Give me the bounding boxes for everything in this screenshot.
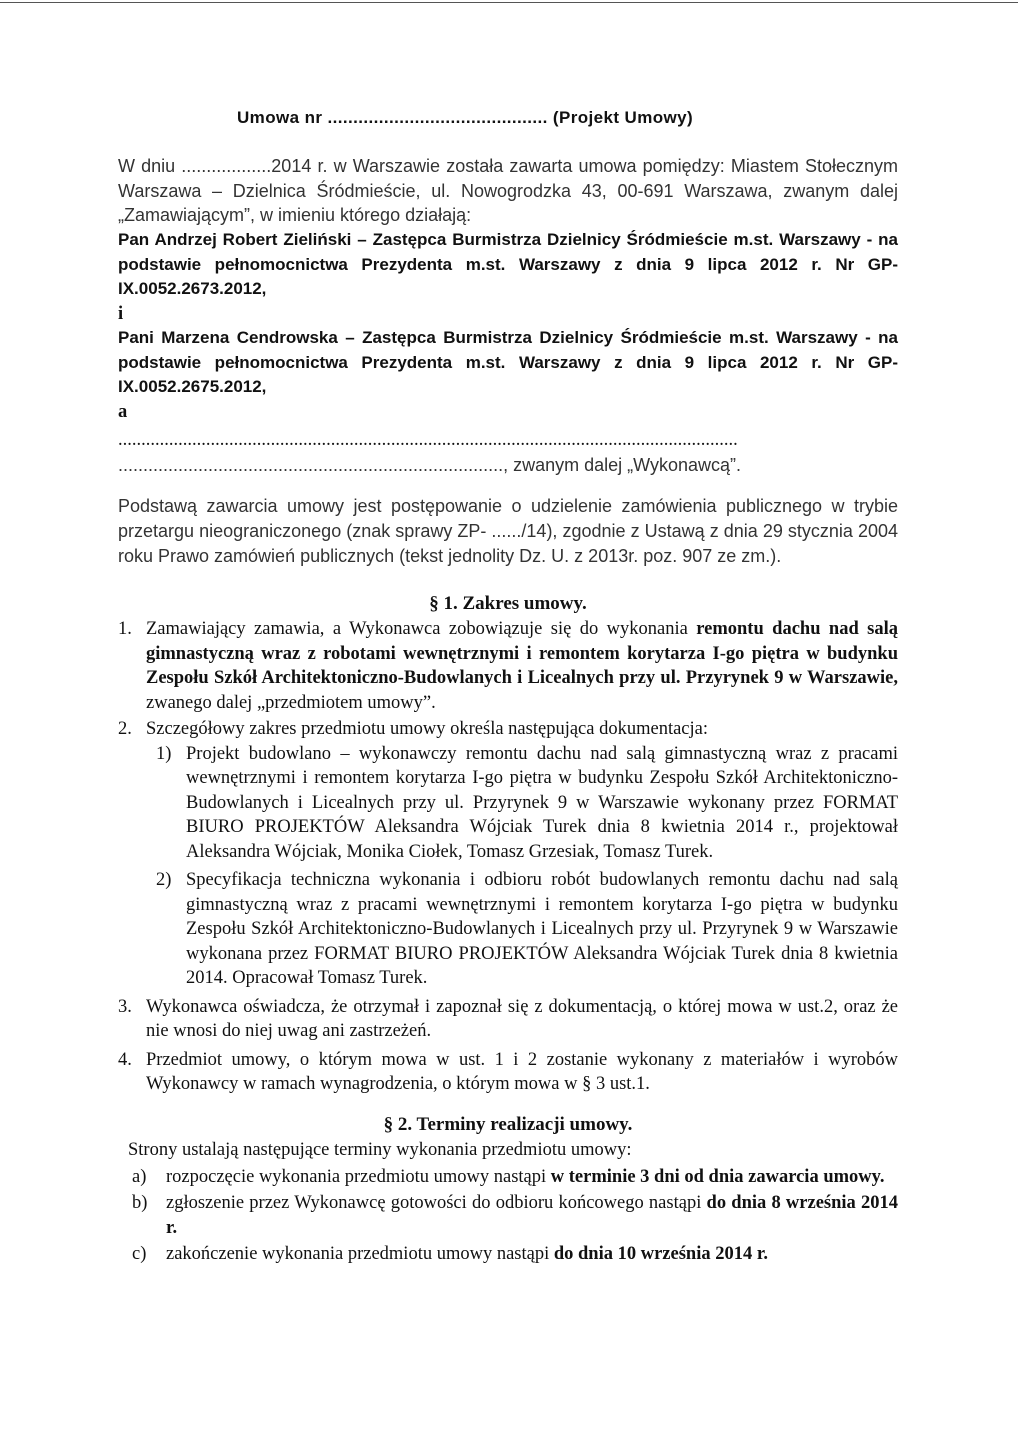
clause-4 [118, 1048, 898, 1097]
representative-2: Pani Marzena Cendrowska – Zastępca Burmistrza Dzielnicy Śródmieście m.st. Warszawy - na podstawie pełnomocnictwa Prezydenta m.st. Warszawy z dnia 9 lipca 2012 r. Nr GP-IX.0052.2675.2012, [118, 328, 898, 396]
subclause-2-number: 2) [156, 870, 172, 890]
subclause-2 [118, 868, 898, 991]
term-b-deadline: do dnia 8 września 2014 r. [166, 1193, 898, 1238]
clause-1-text-c: zwanego dalej „przedmiotem umowy”. [146, 692, 436, 713]
clause-1-number: 1. [118, 619, 132, 639]
clause-1-text-a: Zamawiający zamawia, a Wykonawca zobowiązuje się do wykonania [146, 619, 688, 639]
representative-1: Pan Andrzej Robert Zieliński – Zastępca Burmistrza Dzielnicy Śródmieście m.st. Warszawy - na podstawie pełnomocnictwa Prezydenta m.st. Warszawy z dnia 9 lipca 2012 r. Nr GP-IX.0052.2673.2012, [118, 230, 898, 298]
clause-1-text-b: remontu dachu nad salą gimnastyczną wraz z robotami wewnętrznymi i remontem korytarza I-go piętra w budynku Zespołu Szkół Architektoniczno-Budowlanych i Licealnych przy ul. Przyrynek 9 w Warszawie, [146, 619, 898, 688]
section-2-intro: Strony ustalają następujące terminy wykonania przedmiotu umowy: [128, 1140, 632, 1160]
subclause-2-text: Specyfikacja techniczna wykonania i odbioru robót budowlanych remontu dachu nad salą gimnastyczną wraz z pracami wewnętrznymi i remontem korytarza I-go piętra w budynku Zespołu Szkół Architektoniczno-Budowlanych i Licealnych przy ul. Przyrynek 9 w Warszawie wykonana przez FORMAT BIURO PROJEKTÓW Aleksandra Wójciak Turek dnia 8 kwietnia 2014. Opracował Tomasz Turek. [186, 870, 898, 988]
subclause-1-number: 1) [156, 743, 172, 764]
term-a-deadline: w terminie 3 dni od dnia zawarcia umowy. [550, 1166, 885, 1187]
subclause-1-text: Projekt budowlano – wykonawczy remontu dachu nad salą gimnastyczną wraz z pracami wewnętrznymi i remontem korytarza I-go piętra w budynku Zespołu Szkół Architektoniczno-Budowlanych i Licealnych przy ul. Przyrynek 9 w Warszawie wykonany przez FORMAT BIURO PROJEKTÓW Aleksandra Wójciak Turek dnia 8 kwietnia 2014 r., projektował Aleksandra Wójciak, Monika Ciołek, Tomasz Grzesiak, Tomasz Turek. [186, 743, 898, 862]
clause-2 [118, 717, 898, 742]
clause-4-text: Przedmiot umowy, o którym mowa w ust. 1 i 2 zostanie wykonany z materiałów i wyrobów Wykonawcy w ramach wynagrodzenia, o którym mowa w § 3 ust.1. [146, 1049, 898, 1094]
intro-paragraph: W dniu ..................2014 r. w Warszawie została zawarta umowa pomiędzy: Miastem Stołecznym Warszawa – Dzielnica Śródmieście, ul. Nowogrodzka 43, 00-691 Warszawa, zwanym dalej „Zamawiającym”, w imieniu którego działają: [118, 156, 898, 225]
document-title: Umowa nr ........................................... (Projekt Umowy) [237, 108, 694, 127]
conjunction-i: i [118, 304, 124, 324]
clause-1 [118, 617, 898, 715]
clause-2-number: 2. [118, 719, 132, 739]
term-a [128, 1165, 898, 1190]
contractor-dots: ...................................................................................................................................... [118, 430, 738, 450]
clause-4-number: 4. [118, 1049, 132, 1070]
section-2-body [128, 1138, 898, 1267]
term-c [128, 1242, 898, 1267]
term-b-letter: b) [132, 1193, 148, 1213]
term-b [128, 1191, 898, 1240]
top-border-line [0, 2, 1018, 3]
clause-1-text [146, 617, 898, 715]
term-a-letter: a) [132, 1166, 147, 1187]
subclause-1 [118, 742, 898, 865]
contractor-line: ............................................................................., zwanym dalej „Wykonawcą”. [118, 455, 741, 475]
term-a-text: rozpoczęcie wykonania przedmiotu umowy nastąpi [166, 1166, 547, 1187]
term-c-deadline: do dnia 10 września 2014 r. [553, 1244, 769, 1264]
term-c-letter: c) [132, 1244, 147, 1264]
term-c-text: zakończenie wykonania przedmiotu umowy nastąpi [166, 1244, 550, 1264]
basis-paragraph: Podstawą zawarcia umowy jest postępowanie o udzielenie zamówienia publicznego w trybie przetargu nieograniczonego (znak sprawy ZP- ....../14), zgodnie z Ustawą z dnia 29 stycznia 2004 roku Prawo zamówień publicznych (tekst jednolity Dz. U. z 2013r. poz. 907 ze zm.). [118, 496, 898, 566]
clause-3-text: Wykonawca oświadcza, że otrzymał i zapoznał się z dokumentacją, o której mowa w ust.2, oraz że nie wnosi do niej uwag ani zastrzeżeń. [146, 996, 898, 1041]
term-b-text: zgłoszenie przez Wykonawcę gotowości do odbioru końcowego nastąpi [166, 1193, 702, 1213]
conjunction-a: a [118, 402, 128, 422]
clause-2-text: Szczegółowy zakres przedmiotu umowy określa następująca dokumentacja: [146, 719, 708, 739]
section-2-title: § 2. Terminy realizacji umowy. [383, 1114, 633, 1135]
clause-3 [118, 995, 898, 1044]
section-1-body [118, 617, 898, 1097]
clause-3-number: 3. [118, 996, 132, 1017]
section-1-title: § 1. Zakres umowy. [429, 593, 587, 614]
